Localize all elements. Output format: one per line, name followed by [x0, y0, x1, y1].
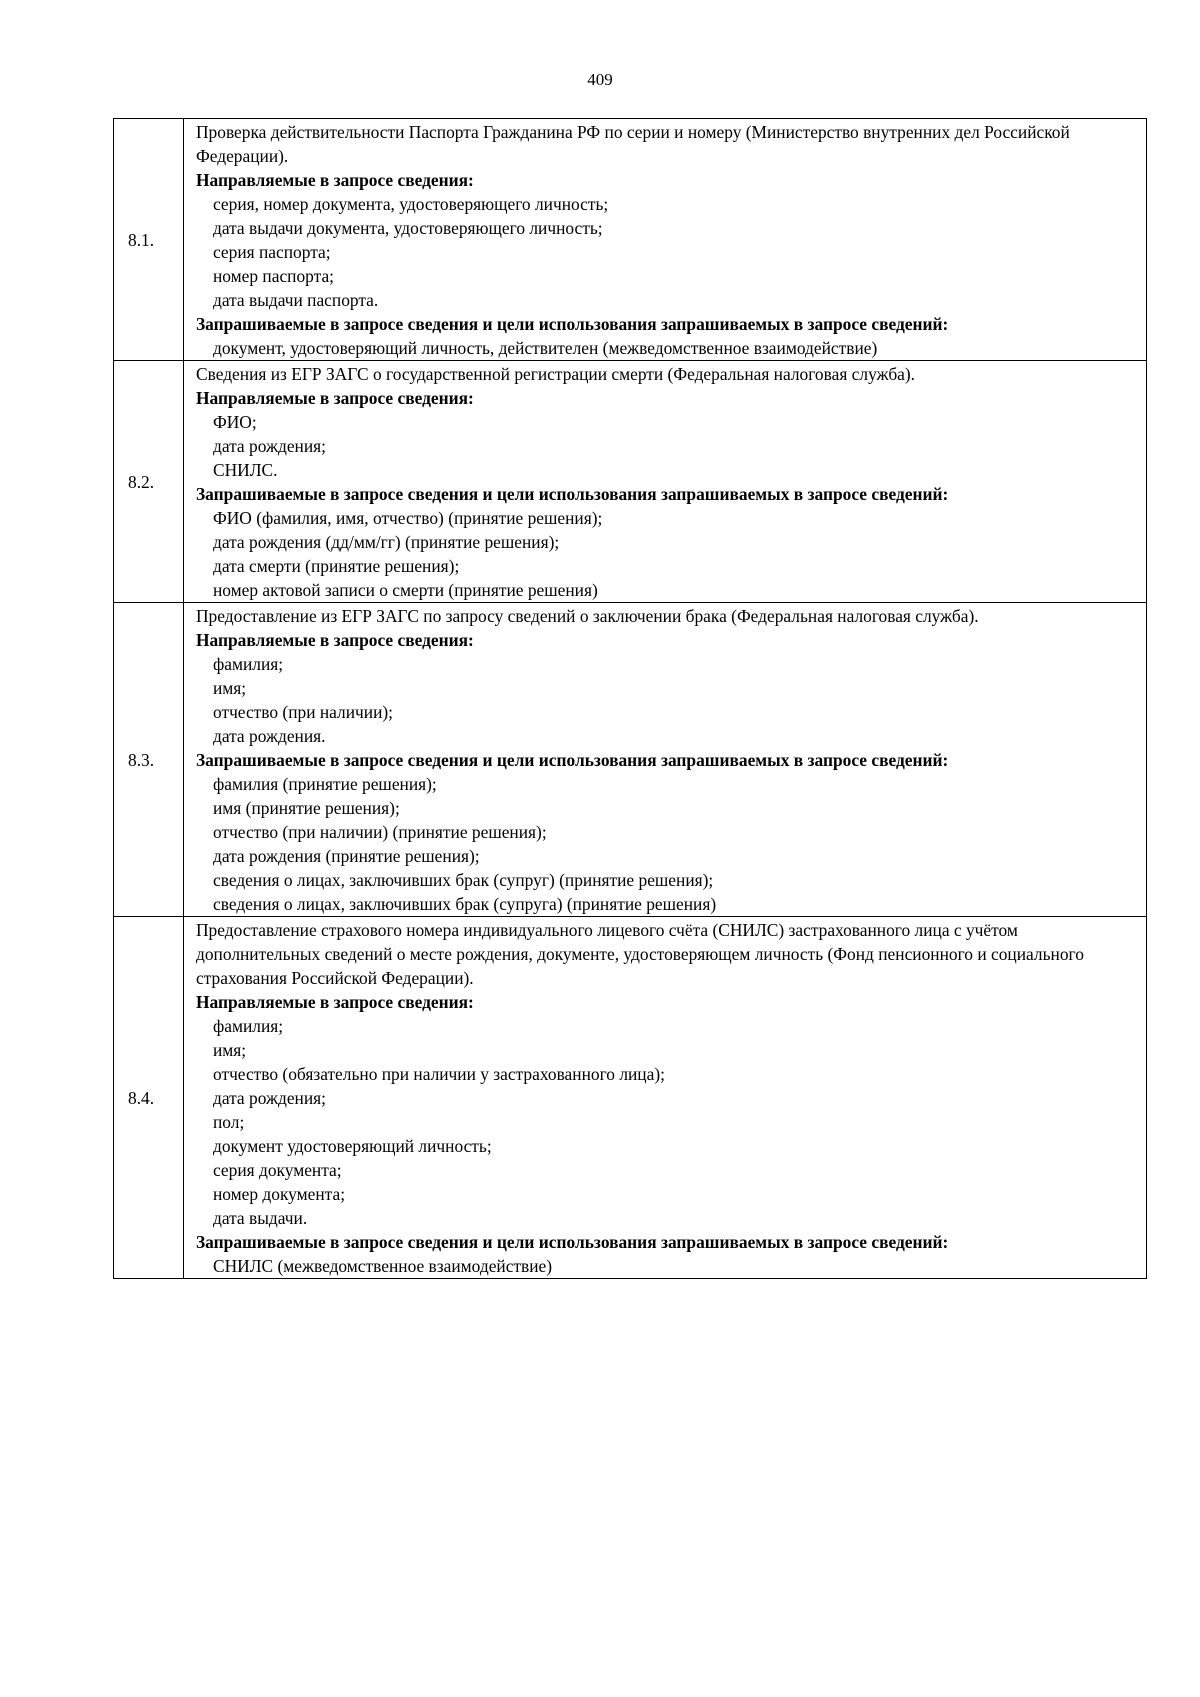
page-number: 409 [587, 70, 613, 89]
list-item: имя (принятие решения); [213, 798, 400, 818]
list-item: дата рождения. [213, 726, 326, 746]
row-number: 8.2. [114, 361, 184, 603]
list-item: дата выдачи документа, удостоверяющего личность; [213, 218, 603, 238]
list-item: имя; [213, 678, 247, 698]
row-number: 8.3. [114, 603, 184, 917]
list-item: дата рождения; [213, 436, 326, 456]
list-item: серия, номер документа, удостоверяющего личность; [213, 194, 609, 214]
list-item: сведения о лицах, заключивших брак (супруга) (принятие решения) [213, 894, 717, 914]
row-title: Проверка действительности Паспорта Гражданина РФ по серии и номеру (Министерство внутренних дел Российской Федерации). [196, 122, 1070, 166]
row-content [184, 361, 1147, 603]
table-row [114, 603, 1147, 917]
sent-heading: Направляемые в запросе сведения: [196, 992, 474, 1012]
row-title: Предоставление из ЕГР ЗАГС по запросу сведений о заключении брака (Федеральная налоговая служба). [196, 606, 979, 626]
list-item: документ, удостоверяющий личность, действителен (межведомственное взаимодействие) [213, 338, 878, 358]
services-table [113, 118, 1147, 1279]
list-item: дата рождения (дд/мм/гг) (принятие решения); [213, 532, 560, 552]
row-title: Предоставление страхового номера индивидуального лицевого счёта (СНИЛС) застрахованного лица с учётом дополнительных сведений о месте рождения, документе, удостоверяющем личность (Фонд пенсионного и социального страхования Российской Федерации). [196, 920, 1084, 988]
list-item: пол; [213, 1112, 245, 1132]
requested-heading: Запрашиваемые в запросе сведения и цели использования запрашиваемых в запросе сведений: [196, 750, 949, 770]
list-item: СНИЛС. [213, 460, 278, 480]
list-item: серия документа; [213, 1160, 342, 1180]
list-item: дата рождения; [213, 1088, 326, 1108]
list-item: сведения о лицах, заключивших брак (супруг) (принятие решения); [213, 870, 714, 890]
requested-heading: Запрашиваемые в запросе сведения и цели использования запрашиваемых в запросе сведений: [196, 314, 949, 334]
list-item: отчество (обязательно при наличии у застрахованного лица); [213, 1064, 665, 1084]
sent-heading: Направляемые в запросе сведения: [196, 170, 474, 190]
list-item: отчество (при наличии); [213, 702, 394, 722]
table-row [114, 361, 1147, 603]
list-item: фамилия; [213, 1016, 284, 1036]
list-item: ФИО (фамилия, имя, отчество) (принятие решения); [213, 508, 603, 528]
row-title: Сведения из ЕГР ЗАГС о государственной регистрации смерти (Федеральная налоговая служба). [196, 364, 916, 384]
sent-heading: Направляемые в запросе сведения: [196, 388, 474, 408]
list-item: номер актовой записи о смерти (принятие решения) [213, 580, 598, 600]
list-item: дата выдачи паспорта. [213, 290, 379, 310]
row-number: 8.1. [114, 119, 184, 361]
list-item: СНИЛС (межведомственное взаимодействие) [213, 1256, 553, 1276]
table-row [114, 917, 1147, 1279]
list-item: серия паспорта; [213, 242, 331, 262]
requested-heading: Запрашиваемые в запросе сведения и цели использования запрашиваемых в запросе сведений: [196, 1232, 949, 1252]
list-item: дата выдачи. [213, 1208, 308, 1228]
list-item: номер паспорта; [213, 266, 335, 286]
list-item: номер документа; [213, 1184, 346, 1204]
row-content [184, 119, 1147, 361]
list-item: имя; [213, 1040, 247, 1060]
row-content [184, 603, 1147, 917]
list-item: фамилия; [213, 654, 284, 674]
list-item: ФИО; [213, 412, 257, 432]
row-number: 8.4. [114, 917, 184, 1279]
list-item: отчество (при наличии) (принятие решения); [213, 822, 547, 842]
list-item: дата рождения (принятие решения); [213, 846, 480, 866]
list-item: документ удостоверяющий личность; [213, 1136, 492, 1156]
row-content [184, 917, 1147, 1279]
sent-heading: Направляемые в запросе сведения: [196, 630, 474, 650]
table-row [114, 119, 1147, 361]
requested-heading: Запрашиваемые в запросе сведения и цели использования запрашиваемых в запросе сведений: [196, 484, 949, 504]
list-item: дата смерти (принятие решения); [213, 556, 460, 576]
list-item: фамилия (принятие решения); [213, 774, 437, 794]
